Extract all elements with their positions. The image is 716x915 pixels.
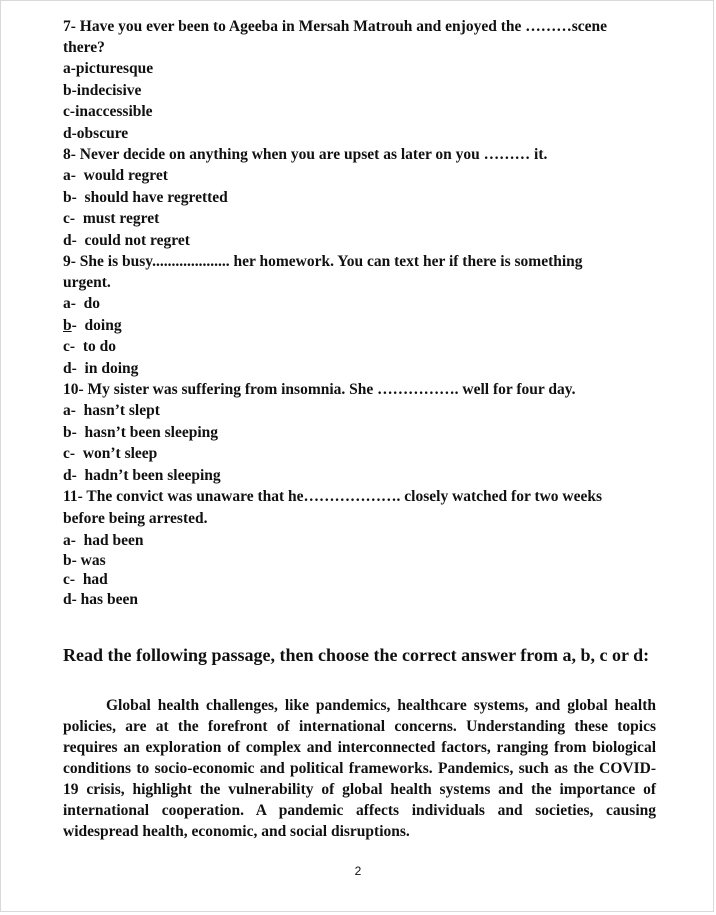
question-stem-line: 7- Have you ever been to Ageeba in Mersah Matrouh and enjoyed the ………scene [63,18,608,35]
answer-option-d: d- could not regret [63,231,190,249]
answer-option-a: a- would regret [63,167,168,184]
question-10 [63,379,658,486]
question-list [63,16,658,610]
answer-option-b: b- should have regretted [63,188,228,206]
reading-heading: Read the following passage, then choose the correct answer from a, b, c or d: [63,645,650,665]
answer-option-c: c- must regret [63,210,160,227]
answer-option-b: b-indecisive [63,81,142,99]
answer-option-c: c- won’t sleep [63,445,158,462]
answer-option-b: b- hasn’t been sleeping [63,423,219,441]
answer-option-a: a- had been [63,532,144,549]
question-stem-line: before being arrested. [63,510,208,527]
question-stem-line: urgent. [63,274,111,291]
question-9 [63,251,658,379]
question-stem-line: 10- My sister was suffering from insomnia. She ……………. well for four day. [63,381,576,398]
answer-option-c: c- had [63,571,108,588]
answer-option-d: d- hadn’t been sleeping [63,466,221,484]
answer-option-d: d- in doing [63,359,139,377]
question-stem-line: 9- She is busy.................... her homework. You can text her if there is something [63,253,583,270]
question-11 [63,486,658,610]
reading-passage: Global health challenges, like pandemics, healthcare systems, and global health policies, are at the forefront of international concerns. Understanding these topics requires an exploration of complex and interconnected factors, ranging from biological conditions to socio-economic and political frameworks. Pandemics, such as the COVID-19 crisis, highlight the vulnerability of global health systems and the importance of international cooperation. A pandemic affects individuals and societies, causing widespread health, economic, and social disruptions. [63,697,656,840]
answer-option-a: a- do [63,295,101,312]
answer-option-d: d- has been [63,591,138,608]
question-stem-line: 11- The convict was unaware that he………………. closely watched for two weeks [63,488,603,505]
answer-option-c: c- to do [63,338,116,355]
answer-option-b: b- was [63,552,106,569]
answer-option-b: b- doing [63,316,122,334]
page-number: 2 [354,864,362,878]
question-stem-line: there? [63,39,105,56]
question-7 [63,16,658,144]
answer-option-c: c-inaccessible [63,103,153,120]
answer-option-a: a-picturesque [63,60,154,77]
answer-option-a: a- hasn’t slept [63,402,160,419]
answer-option-d: d-obscure [63,124,129,142]
question-stem-line: 8- Never decide on anything when you are upset as later on you ……… it. [63,146,548,163]
question-8 [63,144,658,251]
